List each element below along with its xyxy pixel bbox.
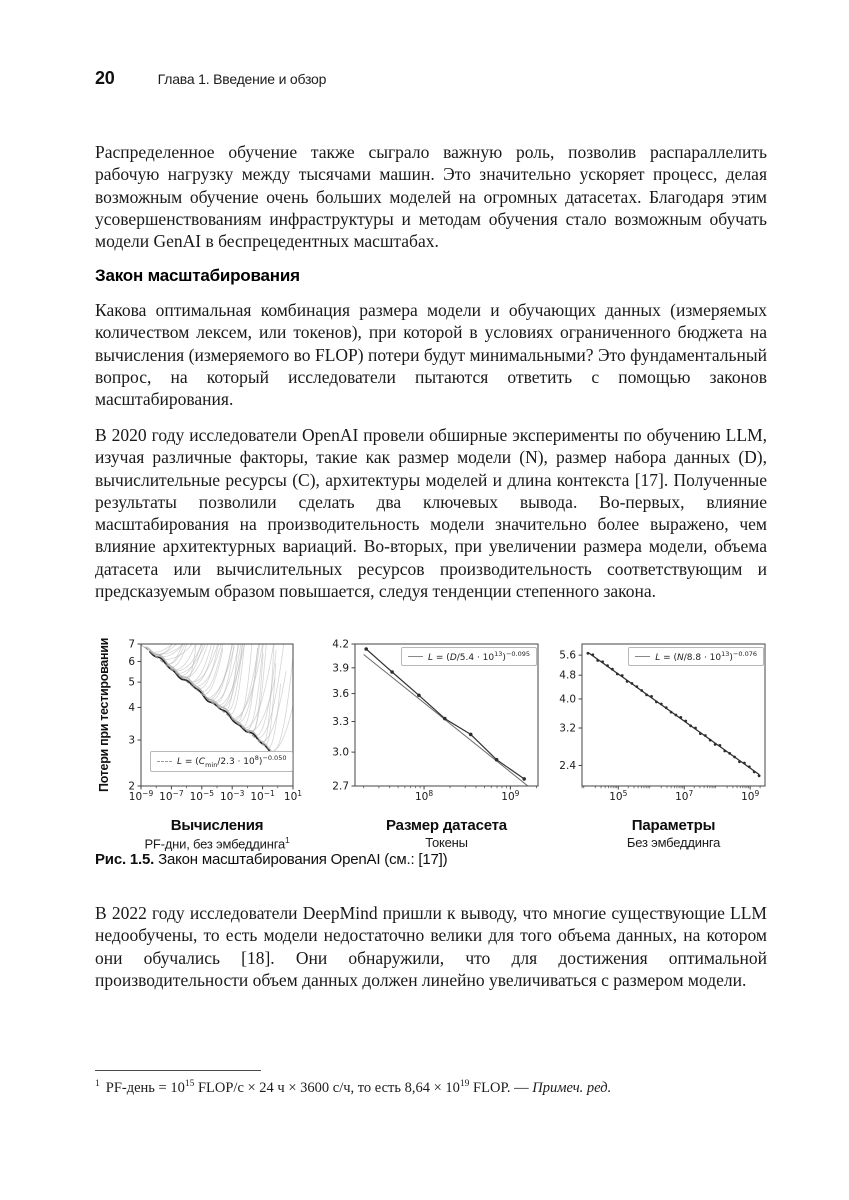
svg-text:4.2: 4.2 bbox=[332, 638, 349, 651]
running-head bbox=[95, 68, 767, 89]
svg-text:7: 7 bbox=[128, 638, 135, 651]
svg-text:4.8: 4.8 bbox=[559, 669, 576, 682]
chart-compute-legend bbox=[150, 751, 293, 772]
section-heading-scaling-law: Закон масштабирования bbox=[95, 266, 300, 285]
figure-scaling-laws bbox=[95, 638, 767, 850]
page-number: 20 bbox=[95, 68, 115, 88]
svg-text:101: $10^1$ bbox=[283, 789, 303, 803]
svg-text:6: 6 bbox=[128, 655, 135, 668]
svg-text:107: $10^7$ bbox=[675, 789, 694, 803]
svg-text:10−7: $10^{-7}$ bbox=[159, 789, 184, 803]
chart-dataset-size-legend bbox=[401, 647, 537, 666]
chart-dataset-size-title: Размер датасета bbox=[386, 817, 507, 834]
chart-parameters-subtitle: Без эмбеддинга bbox=[626, 835, 721, 850]
chart-compute bbox=[95, 638, 313, 850]
svg-text:3.0: 3.0 bbox=[332, 746, 349, 759]
chart-compute-legend-formula: $L = (C_{min}/2.3 \cdot 10^8)^{-0.050}$ bbox=[177, 754, 287, 769]
footnote-body: PF-день = $10^{15}$ FLOP/с × 24 ч × 3600 с/ч, то есть $8,64 \times 10^{19}$ FLOP. — Примеч. ред. bbox=[105, 1079, 612, 1096]
svg-text:3: 3 bbox=[128, 734, 135, 747]
svg-text:2: 2 bbox=[128, 780, 135, 793]
svg-text:4: 4 bbox=[128, 701, 135, 714]
legend-solid-line-sample bbox=[408, 656, 423, 657]
figure-caption-label: Рис. 1.5. bbox=[95, 851, 155, 868]
svg-text:4.0: 4.0 bbox=[559, 693, 576, 706]
footnote bbox=[95, 1070, 767, 1097]
svg-text:10−5: $10^{-5}$ bbox=[189, 789, 215, 803]
footnote-rule bbox=[95, 1070, 261, 1071]
chart-dataset-size-subtitle: Токены bbox=[425, 835, 468, 850]
svg-text:3.3: 3.3 bbox=[332, 716, 349, 729]
chart-parameters bbox=[555, 638, 767, 850]
svg-text:3.6: 3.6 bbox=[332, 688, 349, 701]
svg-text:2.7: 2.7 bbox=[332, 780, 349, 793]
svg-text:5: 5 bbox=[128, 676, 135, 689]
footnote-marker: 1 bbox=[95, 1079, 100, 1089]
svg-text:108: $10^8$ bbox=[414, 789, 434, 803]
legend-solid-line-sample bbox=[635, 656, 650, 657]
svg-text:109: $10^9$ bbox=[741, 789, 760, 803]
paragraph-optimal-combination: Какова оптимальная комбинация размера модели и обучающих данных (измеряемых количеством лексем, или токенов), при которой в условиях ограниченного бюджета на вычисления (измеряемого во FLOP) потери будут минимальными? Это фундаментальный вопрос, на который исследователи пытаются ответить с помощью законов масштабирования. bbox=[95, 300, 767, 410]
svg-text:105: $10^5$ bbox=[609, 789, 628, 803]
svg-text:10−3: $10^{-3}$ bbox=[219, 789, 245, 803]
paragraph-deepmind-2022: В 2022 году исследователи DeepMind пришли к выводу, что многие существующие LLM недообучены, то есть модели недостаточно велики для того объема данных, на котором они обучались [18]. Они обнаружили, что для достижения оптимальной производительности объем данных должен линейно увеличиваться с размером модели. bbox=[95, 903, 767, 990]
svg-text:Потери при тестировании: Потери при тестировании bbox=[97, 638, 111, 792]
figure-caption bbox=[95, 851, 767, 868]
chart-parameters-legend bbox=[628, 647, 764, 666]
figure-caption-text: Закон масштабирования OpenAI (см.: [17]) bbox=[158, 851, 448, 868]
svg-text:10−9: $10^{-9}$ bbox=[128, 789, 154, 803]
svg-text:3.2: 3.2 bbox=[559, 722, 576, 735]
chart-compute-plot bbox=[95, 638, 313, 812]
paragraph-openai-2020: В 2020 году исследователи OpenAI провели обширные эксперименты по обучению LLM, изучая различные факторы, такие как размер модели (N), размер набора данных (D), вычислительные ресурсы (C), архитектуры моделей и длина контекста [17]. Полученные результаты позволили сделать два ключевых вывода. Во-первых, влияние масштабирования на производительность модели значительно более выражено, чем влияние архитектурных вариаций. Во-вторых, при увеличении размера модели, объема датасета или вычислительных ресурсов производительность соответствующим и предсказуемым образом повышается, следуя тенденции степенного закона. bbox=[95, 425, 767, 602]
svg-text:10−1: $10^{-1}$ bbox=[250, 789, 275, 803]
chart-compute-title: Вычисления bbox=[170, 817, 264, 834]
footnote-text bbox=[95, 1079, 767, 1097]
paragraph-distributed-training: Распределенное обучение также сыграло важную роль, позволив распараллелить рабочую нагрузку между тысячами машин. Это значительно ускоряет процесс, делая возможным обучение очень больших моделей на огромных датасетах. Благодаря этим усовершенствованиям инфраструктуры и методам обучения стало возможным обучать модели GenAI в беспрецедентных масштабах. bbox=[95, 142, 767, 252]
chart-parameters-title: Параметры bbox=[631, 817, 716, 834]
legend-dashed-line-sample bbox=[157, 761, 172, 762]
chart-parameters-legend-formula: $L = (N/8.8 \cdot 10^{13})^{-0.076}$ bbox=[655, 650, 757, 663]
svg-text:5.6: 5.6 bbox=[559, 649, 576, 662]
svg-text:2.4: 2.4 bbox=[559, 759, 576, 772]
chapter-title: Глава 1. Введение и обзор bbox=[157, 71, 327, 87]
svg-text:3.9: 3.9 bbox=[332, 662, 349, 675]
chart-dataset-size-legend-formula: $L = (D/5.4 \cdot 10^{13})^{-0.095}$ bbox=[428, 650, 530, 663]
chart-compute-subtitle: PF-дни, без эмбеддинга$^1$ bbox=[144, 835, 290, 852]
chart-dataset-size bbox=[328, 638, 540, 850]
svg-text:109: $10^9$ bbox=[501, 789, 520, 803]
